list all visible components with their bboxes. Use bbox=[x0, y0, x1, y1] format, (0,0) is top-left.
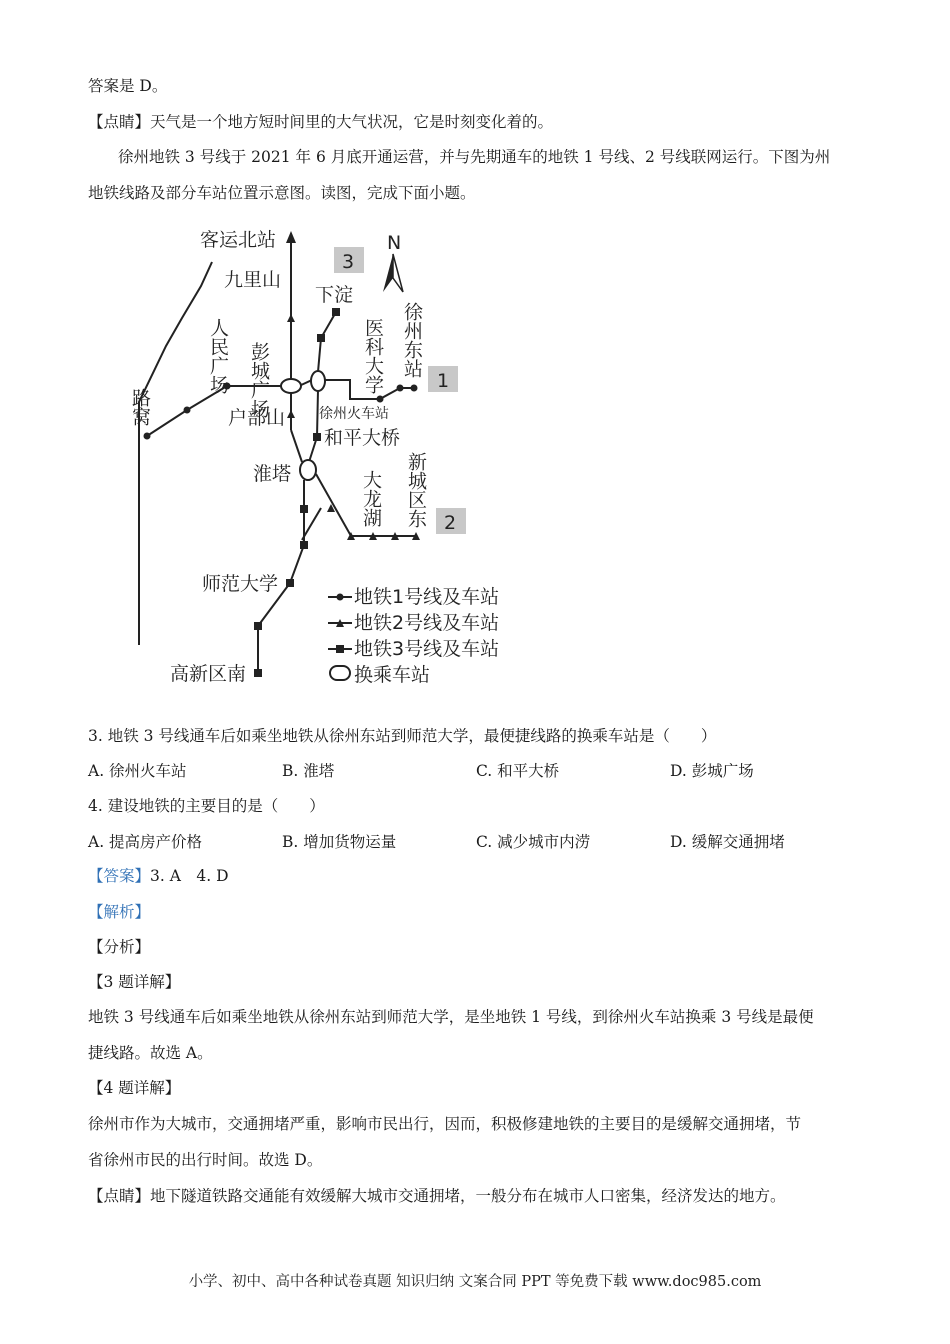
transfer-pengcheng bbox=[281, 379, 301, 393]
q4-option-b: B. 增加货物运量 bbox=[282, 833, 397, 851]
transfer-xuzhou-station bbox=[311, 371, 325, 391]
answer-line bbox=[88, 866, 229, 886]
q4-option-c: C. 减少城市内涝 bbox=[476, 833, 591, 851]
station-sq-shifan bbox=[286, 579, 294, 587]
page-footer: 小学、初中、高中各种试卷真题 知识归纳 文案合同 PPT 等免费下载 www.doc985.com bbox=[188, 1274, 762, 1290]
station-sq-heping bbox=[313, 433, 321, 441]
label-dalonghu: 大龙湖 bbox=[360, 470, 382, 527]
answer-text: 3. A 4. D bbox=[150, 867, 229, 885]
q3-option-d: D. 彭城广场 bbox=[670, 762, 754, 780]
dianjing-2-label: 【点睛】 bbox=[88, 1187, 151, 1205]
arrow-north-line2 bbox=[286, 231, 296, 243]
label-yike-daxue: 医科大学 bbox=[362, 318, 384, 394]
dianjing-label: 【点睛】 bbox=[88, 113, 151, 131]
label-pengcheng-guangchang: 彭城广场 bbox=[248, 342, 270, 418]
line2-tag: 2 bbox=[444, 512, 457, 534]
dianjing-text: 天气是一个地方短时间里的大气状况，它是时刻变化着的。 bbox=[150, 113, 554, 131]
station-sq-l3a bbox=[317, 334, 325, 342]
label-renmin-guangchang: 人民广场 bbox=[207, 318, 229, 394]
station-dot-l1a bbox=[184, 407, 191, 414]
dianjing-2 bbox=[88, 1186, 786, 1206]
passage-line-1: 徐州地铁 3 号线于 2021 年 6 月底开通运营，并与先期通车的地铁 1 号线、2 号线联网运行。下图为州 bbox=[118, 148, 831, 166]
dianjing-1 bbox=[88, 112, 553, 132]
q3-detail-head: 【3 题详解】 bbox=[88, 973, 181, 991]
fenxi-label: 【分析】 bbox=[88, 938, 151, 956]
legend-transfer-icon bbox=[330, 666, 350, 680]
q4-detail-line-1: 徐州市作为大城市，交通拥堵严重，影响市民出行，因而，积极修建地铁的主要目的是缓解交通拥堵，节 bbox=[88, 1115, 802, 1133]
label-xuzhou-dong: 徐州东站 bbox=[401, 302, 423, 378]
transfer-huaita bbox=[300, 460, 316, 480]
legend-transfer: 换乘车站 bbox=[354, 664, 431, 686]
station-dot-yike bbox=[377, 396, 384, 403]
station-sq-l3c bbox=[300, 541, 308, 549]
line2-south bbox=[291, 430, 302, 462]
label-luwo: 路窝 bbox=[129, 388, 151, 426]
dianjing-2-text: 地下隧道铁路交通能有效缓解大城市交通拥堵，一般分布在城市人口密集，经济发达的地方。 bbox=[150, 1187, 786, 1205]
label-xinchengqu-dong: 新城区东 bbox=[405, 452, 427, 528]
legend-line3: 地铁3号线及车站 bbox=[354, 638, 500, 660]
station-dot-luwo bbox=[144, 433, 151, 440]
label-heping-daqiao: 和平大桥 bbox=[324, 427, 401, 449]
label-keyun-bei: 客运北站 bbox=[200, 229, 277, 251]
station-sq-xiadian bbox=[332, 308, 340, 316]
q3-detail-line-2: 捷线路。故选 A。 bbox=[88, 1044, 213, 1062]
q4-detail-head: 【4 题详解】 bbox=[88, 1079, 181, 1097]
metro-map bbox=[120, 222, 520, 692]
label-shifan-daxue: 师范大学 bbox=[202, 573, 279, 595]
legend-line3-icon bbox=[336, 645, 344, 653]
legend-line1: 地铁1号线及车站 bbox=[354, 586, 500, 608]
station-sq-l3b bbox=[300, 505, 308, 513]
label-jiulishan: 九里山 bbox=[224, 269, 282, 291]
jiexi-label: 【解析】 bbox=[88, 903, 151, 921]
label-gaoxinqu-nan: 高新区南 bbox=[170, 663, 247, 685]
label-xiadian: 下淀 bbox=[315, 284, 354, 306]
station-tri-jiulishan bbox=[287, 314, 295, 322]
prev-answer: 答案是 D。 bbox=[88, 77, 168, 95]
label-xuzhou-huochezhan: 徐州火车站 bbox=[319, 406, 389, 422]
line3-mid-seg bbox=[309, 390, 318, 462]
q3-detail-line-1: 地铁 3 号线通车后如乘坐地铁从徐州东站到师范大学，是坐地铁 1 号线，到徐州火车站换乘 3 号线是最便 bbox=[88, 1008, 814, 1026]
station-sq-l3d bbox=[254, 622, 262, 630]
north-arrow-icon bbox=[383, 254, 393, 292]
q3-option-c: C. 和平大桥 bbox=[476, 762, 560, 780]
q4-option-d: D. 缓解交通拥堵 bbox=[670, 833, 785, 851]
station-dot-xuzhou-dong bbox=[411, 385, 418, 392]
q3-option-a: A. 徐州火车站 bbox=[88, 762, 187, 780]
legend-line1-icon bbox=[337, 594, 344, 601]
line3-tag: 3 bbox=[342, 251, 355, 273]
q4-detail-line-2: 省徐州市民的出行时间。故选 D。 bbox=[88, 1151, 323, 1169]
question-4-stem: 4. 建设地铁的主要目的是（ ） bbox=[88, 797, 325, 815]
line1-tag: 1 bbox=[437, 370, 450, 392]
label-hubushan: 户部山 bbox=[228, 407, 286, 429]
station-tri-hubushan bbox=[287, 410, 295, 418]
north-label: N bbox=[387, 232, 402, 254]
question-3-stem: 3. 地铁 3 号线通车后如乘坐地铁从徐州东站到师范大学，最便捷线路的换乘车站是（ ） bbox=[88, 727, 717, 745]
station-sq-gaoxin bbox=[254, 669, 262, 677]
station-dot-l1b bbox=[397, 385, 404, 392]
legend-line2: 地铁2号线及车站 bbox=[354, 612, 500, 634]
passage-line-2: 地铁线路及部分车站位置示意图。读图，完成下面小题。 bbox=[88, 184, 476, 202]
answer-label: 【答案】 bbox=[88, 867, 151, 885]
q4-option-a: A. 提高房产价格 bbox=[88, 833, 203, 851]
q3-option-b: B. 淮塔 bbox=[282, 762, 335, 780]
label-huaita: 淮塔 bbox=[253, 463, 292, 485]
